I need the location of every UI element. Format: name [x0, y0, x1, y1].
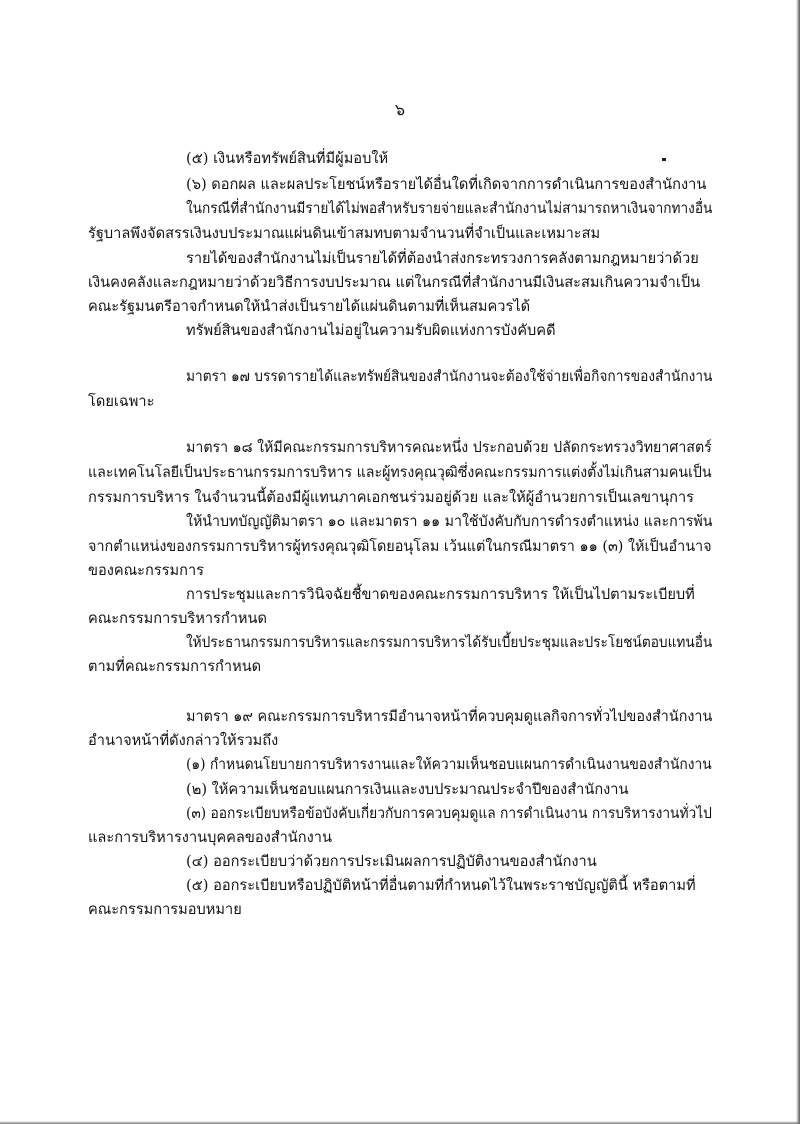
- paragraph-line: การประชุมและการวินิจฉัยชี้ขาดของคณะกรรมการบริหาร ให้เป็นไปตามระเบียบที่: [186, 586, 695, 603]
- scan-edge-right: [796, 0, 800, 1124]
- paragraph-line: จากตำแหน่งของกรรมการบริหารผู้ทรงคุณวุฒิโดยอนุโลม เว้นแต่ในกรณีมาตรา ๑๑ (๓) ให้เป็นอำนาจ: [88, 538, 712, 555]
- paragraph-line: คณะรัฐมนตรีอาจกำหนดให้นำส่งเป็นรายได้แผ่นดินตามที่เห็นสมควรได้: [88, 298, 531, 315]
- item-4-line: (๔) ออกระเบียบว่าด้วยการประเมินผลการปฏิบัติงานของสำนักงาน: [186, 853, 597, 870]
- item-1-line: (๑) กำหนดนโยบายการบริหารงานและให้ความเห็นชอบแผนการดำเนินงานของสำนักงาน: [186, 756, 712, 773]
- section-17-line: มาตรา ๑๗ บรรดารายได้และทรัพย์สินของสำนักงานจะต้องใช้จ่ายเพื่อกิจการของสำนักงาน: [186, 368, 713, 385]
- paragraph-line: เงินคงคลังและกฎหมายว่าด้วยวิธีการงบประมาณ แต่ในกรณีที่สำนักงานมีเงินสะสมเกินความจำเป็น: [88, 274, 701, 291]
- page-number: ๖: [394, 100, 406, 119]
- paragraph-line: โดยเฉพาะ: [88, 393, 155, 410]
- paragraph-line: คณะกรรมการมอบหมาย: [88, 901, 242, 918]
- paragraph-line: รัฐบาลพึงจัดสรรเงินงบประมาณแผ่นดินเข้าสมทบตามจำนวนที่จำเป็นและเหมาะสม: [88, 225, 601, 242]
- paragraph-line: ตามที่คณะกรรมการกำหนด: [88, 658, 262, 675]
- paragraph-line: และเทคโนโลยีเป็นประธานกรรมการบริหาร และผู้ทรงคุณวุฒิซึ่งคณะกรรมการแต่งตั้งไม่เกินสามคนเป็น: [88, 464, 712, 481]
- paragraph-line: ทรัพย์สินของสำนักงานไม่อยู่ในความรับผิดแห่งการบังคับคดี: [186, 322, 556, 339]
- paragraph-line: อำนาจหน้าที่ดังกล่าวให้รวมถึง: [88, 732, 279, 749]
- paragraph-line: รายได้ของสำนักงานไม่เป็นรายได้ที่ต้องนำส่งกระทรวงการคลังตามกฎหมายว่าด้วย: [186, 250, 699, 267]
- paragraph-line: ให้นำบทบัญญัติมาตรา ๑๐ และมาตรา ๑๑ มาใช้บังคับกับการดำรงตำแหน่ง และการพ้น: [186, 513, 713, 530]
- section-19-line: มาตรา ๑๙ คณะกรรมการบริหารมีอำนาจหน้าที่ควบคุมดูแลกิจการทั่วไปของสำนักงาน: [186, 708, 713, 725]
- paragraph-line: และการบริหารงานบุคคลของสำนักงาน: [88, 829, 332, 846]
- paragraph-line: กรรมการบริหาร ในจำนวนนี้ต้องมีผู้แทนภาคเอกชนร่วมอยู่ด้วย และให้ผู้อำนวยการเป็นเลขานุการ: [88, 489, 694, 506]
- item-5-line: (๕) ออกระเบียบหรือปฏิบัติหน้าที่อื่นตามที่กำหนดไว้ในพระราชบัญญัตินี้ หรือตามที่: [186, 877, 696, 894]
- paragraph-line: ในกรณีที่สำนักงานมีรายได้ไม่พอสำหรับรายจ่ายและสำนักงานไม่สามารถหาเงินจากทางอื่น: [186, 200, 713, 217]
- item-6-line: (๖) ดอกผล และผลประโยชน์หรือรายได้อื่นใดที่เกิดจากการดำเนินการของสำนักงาน: [186, 176, 707, 193]
- section-18-line: มาตรา ๑๘ ให้มีคณะกรรมการบริหารคณะหนึ่ง ประกอบด้วย ปลัดกระทรวงวิทยาศาสตร์: [186, 439, 712, 456]
- paragraph-line: ของคณะกรรมการ: [88, 562, 205, 579]
- paragraph-line: คณะกรรมการบริหารกำหนด: [88, 610, 268, 627]
- paragraph-line: ให้ประธานกรรมการบริหารและกรรมการบริหารได้รับเบี้ยประชุมและประโยชน์ตอบแทนอื่น: [186, 634, 713, 651]
- scan-speck: [662, 158, 666, 161]
- item-5-line: (๕) เงินหรือทรัพย์สินที่มีผู้มอบให้: [186, 150, 389, 167]
- item-2-line: (๒) ให้ความเห็นชอบแผนการเงินและงบประมาณประจำปีของสำนักงาน: [186, 781, 629, 798]
- item-3-line: (๓) ออกระเบียบหรือข้อบังคับเกี่ยวกับการควบคุมดูแล การดำเนินงาน การบริหารงานทั่วไป: [186, 805, 712, 822]
